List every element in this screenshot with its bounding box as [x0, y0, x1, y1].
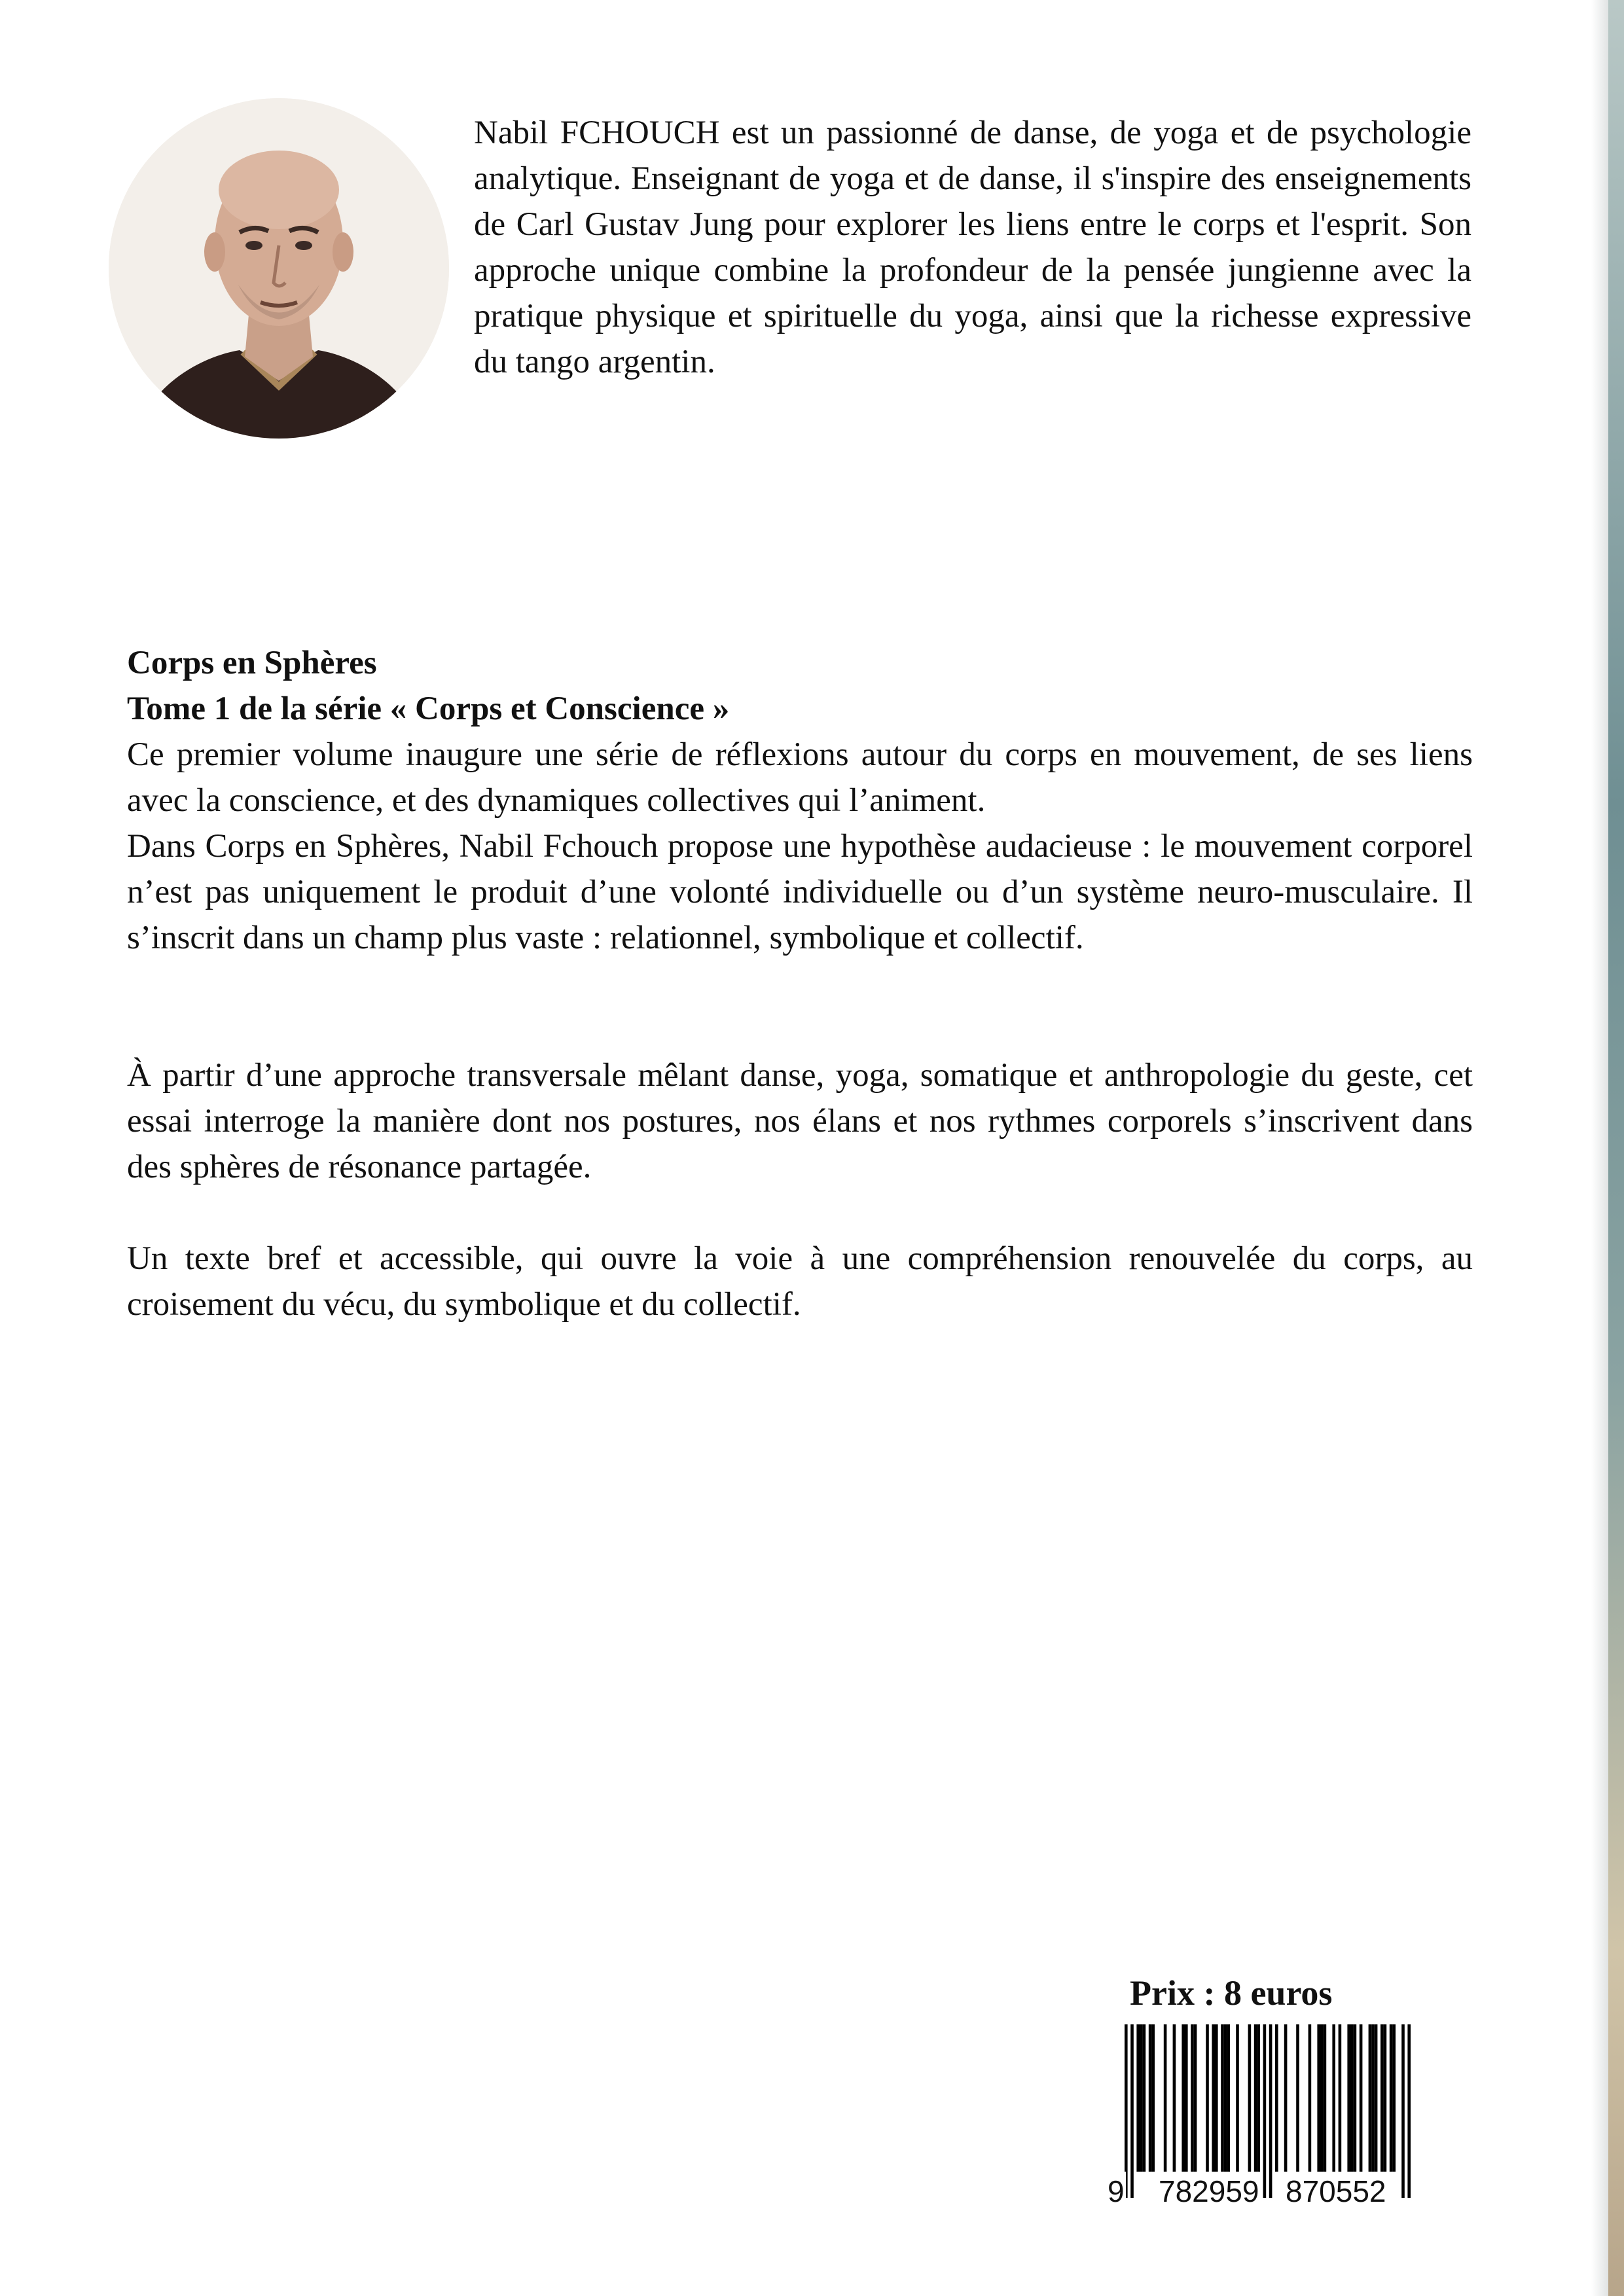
barcode-bar — [1248, 2024, 1252, 2172]
barcode-bar — [1254, 2024, 1257, 2172]
barcode-bar — [1392, 2024, 1396, 2172]
barcode-bar — [1221, 2024, 1224, 2172]
barcode-bar — [1173, 2024, 1176, 2172]
barcode-bar — [1227, 2024, 1230, 2172]
barcode-bar — [1275, 2024, 1278, 2172]
barcode-bar — [1354, 2024, 1357, 2172]
barcode-bar — [1375, 2024, 1378, 2172]
barcode-bar — [1332, 2024, 1335, 2172]
barcode-bar — [1347, 2024, 1350, 2172]
barcode-bar — [1215, 2024, 1218, 2172]
barcode-bar — [1284, 2024, 1288, 2172]
barcode-bar — [1320, 2024, 1324, 2172]
barcode-bar — [1140, 2024, 1143, 2172]
barcode-bar — [1151, 2024, 1155, 2172]
barcode-bar — [1369, 2024, 1372, 2172]
barcode-bar — [1371, 2024, 1375, 2172]
author-photo — [109, 98, 449, 439]
barcode-bar — [1164, 2024, 1167, 2172]
barcode-bar — [1390, 2024, 1393, 2172]
author-portrait-icon — [109, 98, 449, 439]
barcode-bar — [1339, 2024, 1342, 2172]
barcode-bar — [1360, 2024, 1363, 2172]
barcode-bar — [1257, 2024, 1260, 2172]
price-label: Prix : 8 euros — [1130, 1973, 1333, 2013]
barcode-bar — [1212, 2024, 1215, 2172]
barcode-bar — [1384, 2024, 1387, 2172]
barcode-bar — [1136, 2024, 1140, 2172]
barcode-bar — [1380, 2024, 1384, 2172]
author-bio: Nabil FCHOUCH est un passionné de danse, de yoga et de psychologie analytique. Enseignant de yoga et de danse, il s'inspire des enseignements de Carl Gustav Jung pour explorer les liens entre le corps et l'esprit. Son approche unique combine la profondeur de la pensée jungienne avec la pratique physique et spirituelle du yoga, ainsi que la richesse expressive du tango argentin. — [474, 115, 1471, 380]
barcode-bar — [1149, 2024, 1152, 2172]
description-paragraph: Dans Corps en Sphères, Nabil Fchouch propose une hypothèse audacieuse : le mouvement corporel n’est pas uniquement le produit d’une volonté individuelle ou d’un système neuro-musculaire. Il s’inscrit dans un champ plus vaste : relationnel, symbolique et collectif. — [127, 828, 1473, 956]
barcode-bar — [1191, 2024, 1194, 2172]
barcode-bar — [1143, 2024, 1146, 2172]
barcode-bar — [1317, 2024, 1320, 2172]
description-paragraph: Un texte bref et accessible, qui ouvre la voie à une compréhension renouvelée du corps, au croisement du vécu, du symbolique et du collectif. — [127, 1240, 1473, 1323]
barcode-bar — [1206, 2024, 1209, 2172]
barcode-left-group: 782959 — [1157, 2172, 1261, 2211]
series-title: Tome 1 de la série « Corps et Conscience » — [127, 691, 730, 727]
barcode-digits — [1106, 2172, 1434, 2211]
barcode-bar — [1236, 2024, 1239, 2172]
barcode-bar — [1185, 2024, 1188, 2172]
barcode-bar — [1350, 2024, 1354, 2172]
barcode-bar — [1194, 2024, 1197, 2172]
barcode-first-digit: 9 — [1106, 2172, 1126, 2211]
barcode-bar — [1296, 2024, 1299, 2172]
barcode-bar — [1182, 2024, 1185, 2172]
barcode-right-group: 870552 — [1284, 2172, 1388, 2211]
barcode-bar — [1324, 2024, 1327, 2172]
barcode-bar — [1224, 2024, 1227, 2172]
spine-edge — [1608, 0, 1624, 2296]
description-paragraph: À partir d’une approche transversale mêlant danse, yoga, somatique et anthropologie du geste, cet essai interroge la manière dont nos postures, nos élans et nos rythmes corporels s’inscrivent dans des sphères de résonance partagée. — [127, 1057, 1473, 1185]
book-title: Corps en Sphères — [127, 645, 377, 681]
description-paragraph: Ce premier volume inaugure une série de réflexions autour du corps en mouvement, de ses liens avec la conscience, et des dynamiques collectives qui l’animent. — [127, 736, 1473, 819]
barcode-bar — [1308, 2024, 1312, 2172]
